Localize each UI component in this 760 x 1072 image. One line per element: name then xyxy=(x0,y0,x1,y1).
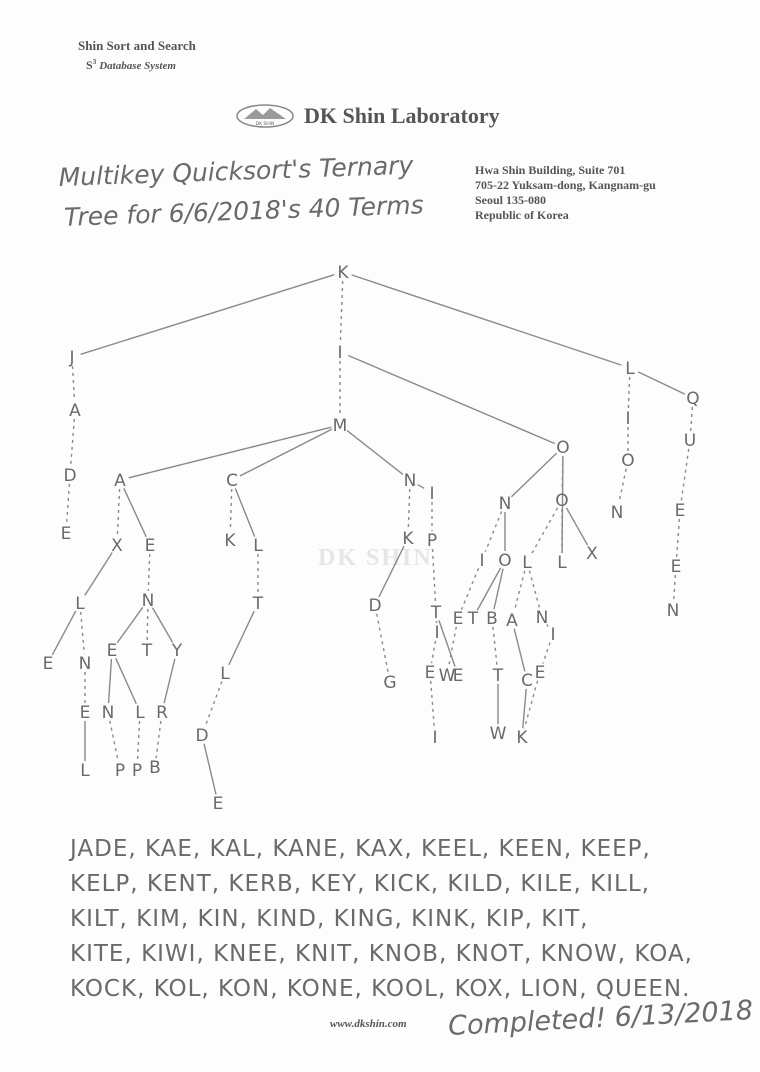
tree-edge xyxy=(85,553,112,596)
tree-edge xyxy=(204,744,216,794)
tree-node: B xyxy=(149,758,161,778)
product-subtitle: $S^3$ Database System xyxy=(86,58,176,72)
tree-node: E xyxy=(534,663,546,683)
tree-edge-middle xyxy=(674,575,676,601)
tree-node: T xyxy=(467,609,479,629)
term-line: KOCK, KOL, KON, KONE, KOOL, KOX, LION, QUEEN. xyxy=(70,976,691,1002)
tree-node: O xyxy=(498,551,512,571)
tree-node: X xyxy=(111,536,123,556)
completion-note: Completed! 6/13/2018 xyxy=(447,995,754,1042)
tree-node: N xyxy=(666,601,680,621)
tree-node: P xyxy=(114,761,126,781)
tree-node: E xyxy=(674,501,686,521)
tree-node: W xyxy=(438,666,456,686)
website: www.dkshin.com xyxy=(330,1018,407,1030)
tree-edge-middle xyxy=(529,571,539,609)
tree-edge-middle xyxy=(110,721,118,761)
tree-edge xyxy=(164,659,175,704)
tree-node: K xyxy=(516,728,528,748)
tree-node: X xyxy=(586,544,598,564)
tree-node: O xyxy=(555,491,569,511)
tree-node: G xyxy=(383,673,397,693)
tree-node: U xyxy=(683,431,697,451)
tree-node: E xyxy=(452,609,464,629)
tree-node: I xyxy=(625,409,631,429)
tree-node: L xyxy=(557,553,567,573)
tree-node: I xyxy=(434,623,440,643)
tree-node: I xyxy=(429,484,435,504)
tree-node: N xyxy=(78,654,92,674)
tree-edge xyxy=(124,488,146,537)
tree-edge xyxy=(81,275,335,355)
tree-node: N xyxy=(498,494,512,514)
tree-node: E xyxy=(106,641,118,661)
tree-node: N xyxy=(403,471,417,491)
tree-node: L xyxy=(135,703,145,723)
mountain-logo-icon xyxy=(236,103,294,129)
tree-edge-middle xyxy=(340,281,342,343)
tree-node: E xyxy=(424,663,436,683)
tree-node: N xyxy=(141,591,155,611)
product-name: Shin Sort and Search $S^3$ Database System xyxy=(78,38,196,72)
tree-edge xyxy=(638,372,685,394)
tree-node: T xyxy=(430,603,442,623)
tree-edge xyxy=(153,608,173,642)
tree-node: L xyxy=(625,359,635,379)
tree-edge xyxy=(117,607,142,642)
tree-edge-middle xyxy=(230,489,231,531)
tree-node: P xyxy=(426,531,438,551)
tree-edge xyxy=(235,488,254,536)
tree-node: L xyxy=(522,553,532,573)
term-line: KILT, KIM, KIN, KIND, KING, KINK, KIP, KIT, xyxy=(70,906,589,932)
tree-edge xyxy=(116,658,137,704)
tree-node: B xyxy=(486,609,498,629)
tree-node: E xyxy=(144,536,156,556)
tree-edge-middle xyxy=(531,508,557,554)
tree-node: L xyxy=(75,594,85,614)
tree-node: D xyxy=(195,726,209,746)
tree-node: C xyxy=(226,471,238,491)
tree-node: L xyxy=(253,536,263,556)
title-line-2: Tree for 6/6/2018's 40 Terms xyxy=(63,190,425,232)
tree-edge-middle xyxy=(148,554,149,591)
svg-text:DK SHIN: DK SHIN xyxy=(255,122,275,127)
watermark: DK SHIN xyxy=(318,545,433,571)
tree-edge-middle xyxy=(628,377,629,409)
tree-edge-middle xyxy=(137,721,139,761)
tree-edge-middle xyxy=(205,681,222,726)
tree-edge-middle xyxy=(543,643,550,664)
tree-edge-middle xyxy=(514,571,524,612)
tree-edge-middle xyxy=(73,366,75,401)
tree-node: M xyxy=(332,416,348,436)
tree-node: E xyxy=(212,794,224,814)
tree-edge xyxy=(418,485,425,489)
tree-edge xyxy=(566,508,587,545)
tree-node: T xyxy=(252,594,264,614)
handwritten-title xyxy=(58,145,424,238)
tree-edge-middle xyxy=(81,612,85,654)
tree-edge-middle xyxy=(461,568,478,609)
tree-node: N xyxy=(535,608,549,628)
tree-node: I xyxy=(432,728,438,748)
tree-node: I xyxy=(479,551,485,571)
tree-edge-middle xyxy=(431,681,435,728)
tree-node: I xyxy=(337,343,343,363)
tree-edge-middle xyxy=(67,484,70,524)
tree-edge-middle xyxy=(493,627,497,666)
tree-edge xyxy=(240,429,332,476)
tree-node: N xyxy=(101,703,115,723)
title-line-1: Multikey Quicksort's Ternary xyxy=(58,150,414,192)
tree-edge-middle xyxy=(408,489,409,529)
tree-node: N xyxy=(610,503,624,523)
tree-edge-middle xyxy=(485,511,501,551)
tree-edge xyxy=(109,659,112,703)
tree-node: O xyxy=(621,451,635,471)
tree-edge-middle xyxy=(677,519,680,557)
tree-edge-middle xyxy=(432,641,436,663)
tree-node: C xyxy=(521,671,533,691)
tree-node: K xyxy=(337,263,349,283)
term-line: JADE, KAE, KAL, KANE, KAX, KEEL, KEEN, KEEP, xyxy=(70,836,651,862)
tree-node: E xyxy=(452,666,464,686)
tree-node: Y xyxy=(171,641,183,661)
tree-edge xyxy=(347,431,403,475)
tree-node: A xyxy=(506,611,518,631)
tree-node: P xyxy=(131,761,143,781)
lab-header xyxy=(236,100,500,132)
tree-edge-middle xyxy=(71,419,75,466)
ternary-tree xyxy=(0,250,760,830)
tree-node: L xyxy=(80,761,90,781)
tree-node: L xyxy=(220,664,230,684)
tree-node: E xyxy=(670,557,682,577)
tree-edge-middle xyxy=(691,407,693,431)
address-line: Seoul 135-080 xyxy=(475,193,547,207)
address-line: 705-22 Yuksam-dong, Kangnam-gu xyxy=(475,178,656,192)
tree-edge-middle xyxy=(147,609,148,641)
tree-node: E xyxy=(60,524,72,544)
tree-edge xyxy=(379,546,404,597)
tree-edge-middle xyxy=(681,449,688,501)
tree-node: O xyxy=(556,438,570,458)
tree-node: Q xyxy=(686,389,700,409)
tree-edge xyxy=(477,568,500,610)
tree-edge-middle xyxy=(377,614,389,673)
tree-node: T xyxy=(141,641,153,661)
address-line: Hwa Shin Building, Suite 701 xyxy=(475,163,626,177)
tree-edge xyxy=(352,275,622,365)
address-block xyxy=(475,163,656,223)
term-line: KELP, KENT, KERB, KEY, KICK, KILD, KILE, KILL, xyxy=(70,871,650,897)
term-list xyxy=(70,832,693,1007)
tree-edge xyxy=(511,453,556,496)
tree-edge xyxy=(514,629,525,672)
tree-edge xyxy=(494,569,503,609)
tree-node: E xyxy=(79,703,91,723)
tree-edge xyxy=(229,611,254,665)
tree-node: J xyxy=(69,348,75,368)
tree-node: I xyxy=(550,625,556,645)
tree-node: T xyxy=(492,666,504,686)
tree-edge xyxy=(52,611,76,655)
tree-edge-middle xyxy=(432,549,435,603)
address-line: Republic of Korea xyxy=(475,208,569,222)
tree-node: W xyxy=(489,724,507,744)
tree-node: R xyxy=(156,703,168,723)
term-line: KITE, KIWI, KNEE, KNIT, KNOB, KNOT, KNOW, KOA, xyxy=(70,941,693,967)
tree-node: K xyxy=(402,529,414,549)
tree-edge-middle xyxy=(156,721,161,758)
tree-node: A xyxy=(114,471,126,491)
tree-node: E xyxy=(42,654,54,674)
lab-title: DK Shin Laboratory xyxy=(304,103,500,128)
tree-node: D xyxy=(368,596,382,616)
tree-edge-middle xyxy=(117,489,119,536)
tree-node: K xyxy=(224,531,236,551)
tree-node: A xyxy=(69,401,81,421)
tree-node: D xyxy=(63,466,77,486)
tree-edge-middle xyxy=(619,469,626,503)
tree-edge xyxy=(348,356,554,444)
